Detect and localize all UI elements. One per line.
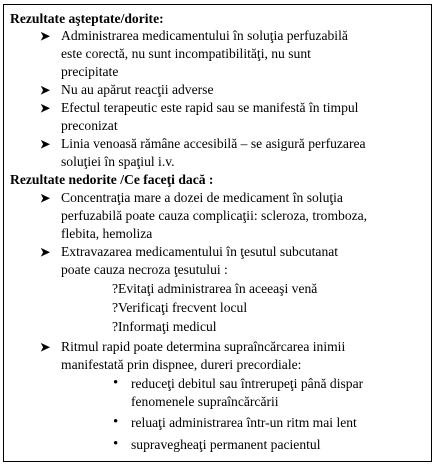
heading-undesired-results: Rezultate nedorite /Ce faceţi dacă :: [10, 172, 214, 187]
arrow-bullet-icon: ➤: [40, 245, 51, 259]
arrow-bullet-icon: ➤: [40, 191, 51, 205]
item-line: manifestată prin dispnee, dureri precordiale:: [61, 357, 302, 372]
bullet-dot-icon: •: [113, 436, 119, 452]
arrow-bullet-icon: ➤: [40, 101, 51, 115]
item-line: precipitate: [61, 64, 119, 79]
bullet-line: reluaţi administrarea într-un ritm mai lent: [131, 415, 357, 430]
arrow-bullet-icon: ➤: [40, 137, 51, 151]
item-line: Concentraţia mare a dozei de medicament în soluţia: [61, 190, 343, 205]
bullet-dot-icon: •: [113, 414, 119, 430]
item-line: Administrarea medicamentului în soluţia perfuzabilă: [61, 28, 348, 43]
arrow-bullet-icon: ➤: [40, 29, 51, 43]
item-line: este corectă, nu sunt incompatibilităţi, nu sunt: [61, 46, 311, 61]
item-line: perfuzabilă poate cauza complicaţii: scleroza, tromboza,: [61, 208, 368, 223]
sub-item-line: ?Informaţi medicul: [112, 319, 217, 334]
item-line: flebita, hemoliza: [61, 226, 153, 241]
bullet-dot-icon: •: [113, 375, 119, 391]
item-line: Ritmul rapid poate determina supraîncărcarea inimii: [61, 339, 346, 354]
item-line: Linia venoasă rămâne accesibilă – se asigură perfuzarea: [61, 136, 366, 151]
item-line: soluţiei în spaţiul i.v.: [61, 154, 175, 169]
heading-expected-results: Rezultate aşteptate/dorite:: [10, 11, 164, 26]
item-line: Efectul terapeutic este rapid sau se manifestă în timpul: [61, 100, 359, 115]
bullet-line: reduceţi debitul sau întrerupeţi până dispar: [131, 376, 364, 391]
arrow-bullet-icon: ➤: [40, 340, 51, 354]
item-line: preconizat: [61, 118, 118, 133]
arrow-bullet-icon: ➤: [40, 83, 51, 97]
item-line: poate cauza necroza ţesutului :: [61, 262, 228, 277]
sub-item-line: ?Verificaţi frecvent locul: [112, 300, 248, 315]
bullet-line: supravegheaţi permanent pacientul: [131, 437, 321, 452]
sub-item-line: ?Evitaţi administrarea în aceeaşi venă: [112, 281, 318, 296]
item-line: Nu au apărut reacţii adverse: [61, 82, 214, 97]
bullet-line: fenomenele supraîncărcării: [131, 394, 279, 409]
item-line: Extravazarea medicamentului în ţesutul subcutanat: [61, 244, 339, 259]
